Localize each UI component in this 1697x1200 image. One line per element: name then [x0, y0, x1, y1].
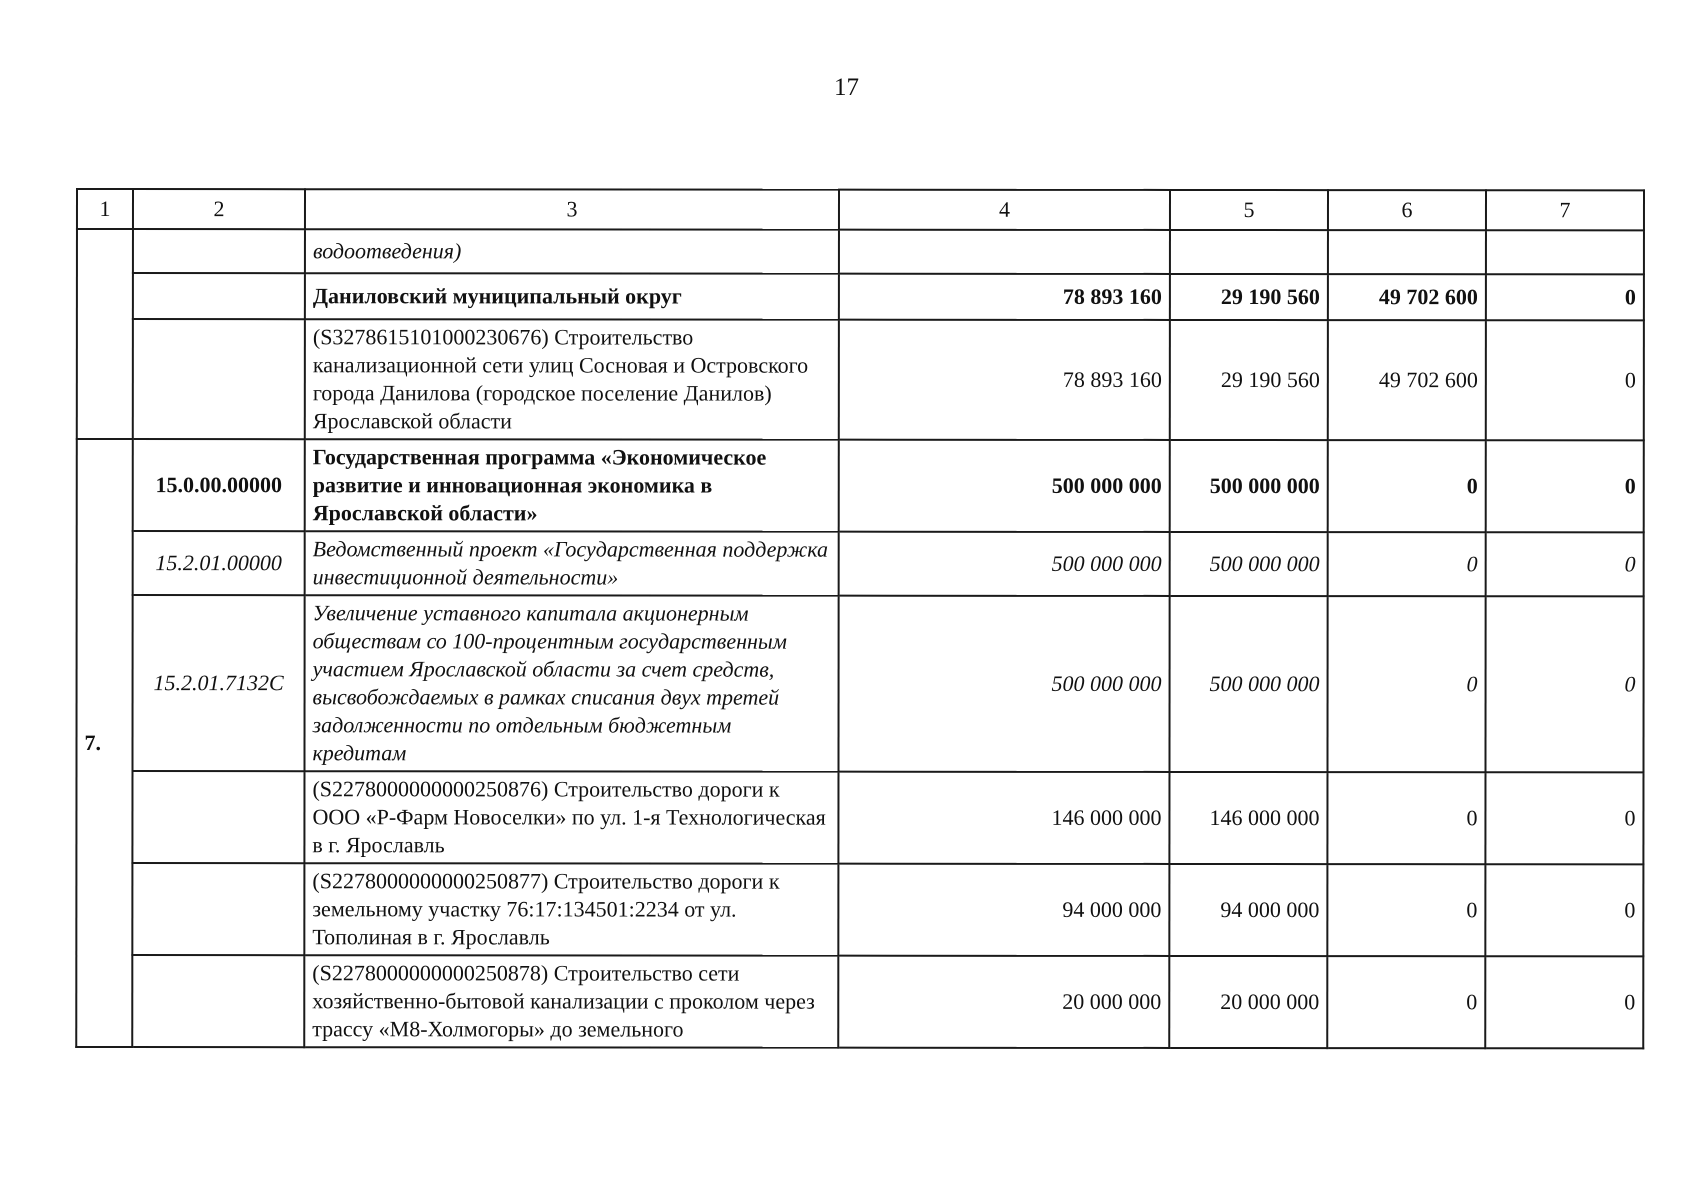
row-value-5: 500 000 000 — [1169, 596, 1327, 772]
row-name: (S3278615101000230676) Строительство канализационной сети улиц Сосновая и Островского города Данилова (городское поселение Данилов) Ярославской области — [305, 319, 839, 439]
row-value-7: 0 — [1486, 274, 1644, 320]
row-value-6 — [1328, 230, 1486, 274]
row-value-5: 94 000 000 — [1169, 864, 1327, 956]
row-value-6: 49 702 600 — [1328, 320, 1486, 440]
row-name: водоотведения) — [305, 229, 839, 273]
row-value-5: 29 190 560 — [1170, 320, 1328, 440]
row-value-4: 500 000 000 — [839, 532, 1170, 596]
table-row — [76, 595, 1643, 772]
row-value-4: 78 893 160 — [839, 320, 1170, 440]
page-number: 17 — [834, 74, 859, 101]
row-name: (S2278000000000250877) Строительство дороги к земельному участку 76:17:134501:2234 от ул. Тополиная в г. Ярославль — [304, 863, 838, 955]
row-code — [133, 229, 305, 273]
table-row — [77, 319, 1644, 440]
table-row — [76, 863, 1643, 956]
row-code: 15.2.01.00000 — [133, 531, 305, 595]
table-row — [77, 273, 1644, 320]
row-value-4 — [839, 230, 1170, 274]
row-value-7: 0 — [1485, 864, 1643, 956]
row-value-6: 49 702 600 — [1328, 274, 1486, 320]
row-value-7: 0 — [1485, 596, 1643, 772]
row-name: (S2278000000000250876) Строительство дороги к ООО «Р-Фарм Новоселки» по ул. 1-я Технологическая в г. Ярославль — [304, 771, 838, 863]
table-row — [77, 531, 1644, 596]
row-index: 7. — [76, 439, 133, 1047]
row-code: 15.2.01.7132С — [132, 595, 304, 771]
row-name: (S2278000000000250878) Строительство сети хозяйственно-бытовой канализации с проколом через трассу «М8-Холмогоры» до земельного — [304, 955, 838, 1047]
row-name: Даниловский муниципальный округ — [305, 273, 839, 319]
row-value-6: 0 — [1327, 596, 1485, 772]
row-value-6: 0 — [1328, 532, 1486, 596]
row-value-6: 0 — [1327, 956, 1485, 1048]
row-value-5: 500 000 000 — [1170, 440, 1328, 532]
column-number: 3 — [305, 189, 839, 229]
column-number: 2 — [133, 189, 305, 229]
row-value-7: 0 — [1485, 772, 1643, 864]
row-value-4: 146 000 000 — [838, 772, 1169, 864]
column-number-row — [77, 189, 1644, 230]
row-code — [132, 771, 304, 863]
row-value-5: 500 000 000 — [1170, 532, 1328, 596]
row-value-6: 0 — [1327, 864, 1485, 956]
row-value-7: 0 — [1486, 532, 1644, 596]
table-row — [76, 955, 1643, 1048]
row-value-7 — [1486, 230, 1644, 274]
row-value-4: 500 000 000 — [839, 440, 1170, 532]
budget-table — [75, 188, 1645, 1049]
row-value-7: 0 — [1486, 320, 1644, 440]
column-number: 4 — [839, 190, 1170, 230]
row-name: Государственная программа «Экономическое развитие и инновационная экономика в Ярославской области» — [305, 439, 839, 531]
row-code — [132, 863, 304, 955]
row-value-5: 29 190 560 — [1170, 274, 1328, 320]
row-code: 15.0.00.00000 — [133, 439, 305, 531]
row-value-4: 94 000 000 — [838, 864, 1169, 956]
row-value-5 — [1170, 230, 1328, 274]
row-value-4: 20 000 000 — [838, 956, 1169, 1048]
row-name: Увеличение уставного капитала акционерным обществам со 100-процентным государственным участием Ярославской области за счет средств, высвобождаемых в рамках списания двух третей задолженности по отдельным бюджетным кредитам — [304, 595, 838, 771]
column-number: 1 — [77, 189, 133, 229]
row-index — [77, 229, 133, 439]
row-code — [133, 319, 305, 439]
row-value-6: 0 — [1328, 440, 1486, 532]
row-value-5: 20 000 000 — [1169, 956, 1327, 1048]
table-row — [77, 229, 1644, 274]
column-number: 6 — [1328, 190, 1486, 230]
row-value-5: 146 000 000 — [1169, 772, 1327, 864]
row-name: Ведомственный проект «Государственная поддержка инвестиционной деятельности» — [305, 531, 839, 595]
row-value-4: 500 000 000 — [838, 596, 1169, 772]
row-value-4: 78 893 160 — [839, 274, 1170, 320]
column-number: 7 — [1486, 190, 1644, 230]
row-value-7: 0 — [1485, 956, 1643, 1048]
column-number: 5 — [1170, 190, 1328, 230]
row-value-6: 0 — [1327, 772, 1485, 864]
table-row — [76, 771, 1643, 864]
row-code — [133, 273, 305, 319]
row-value-7: 0 — [1486, 440, 1644, 532]
row-code — [132, 955, 304, 1047]
table-row — [77, 439, 1644, 532]
